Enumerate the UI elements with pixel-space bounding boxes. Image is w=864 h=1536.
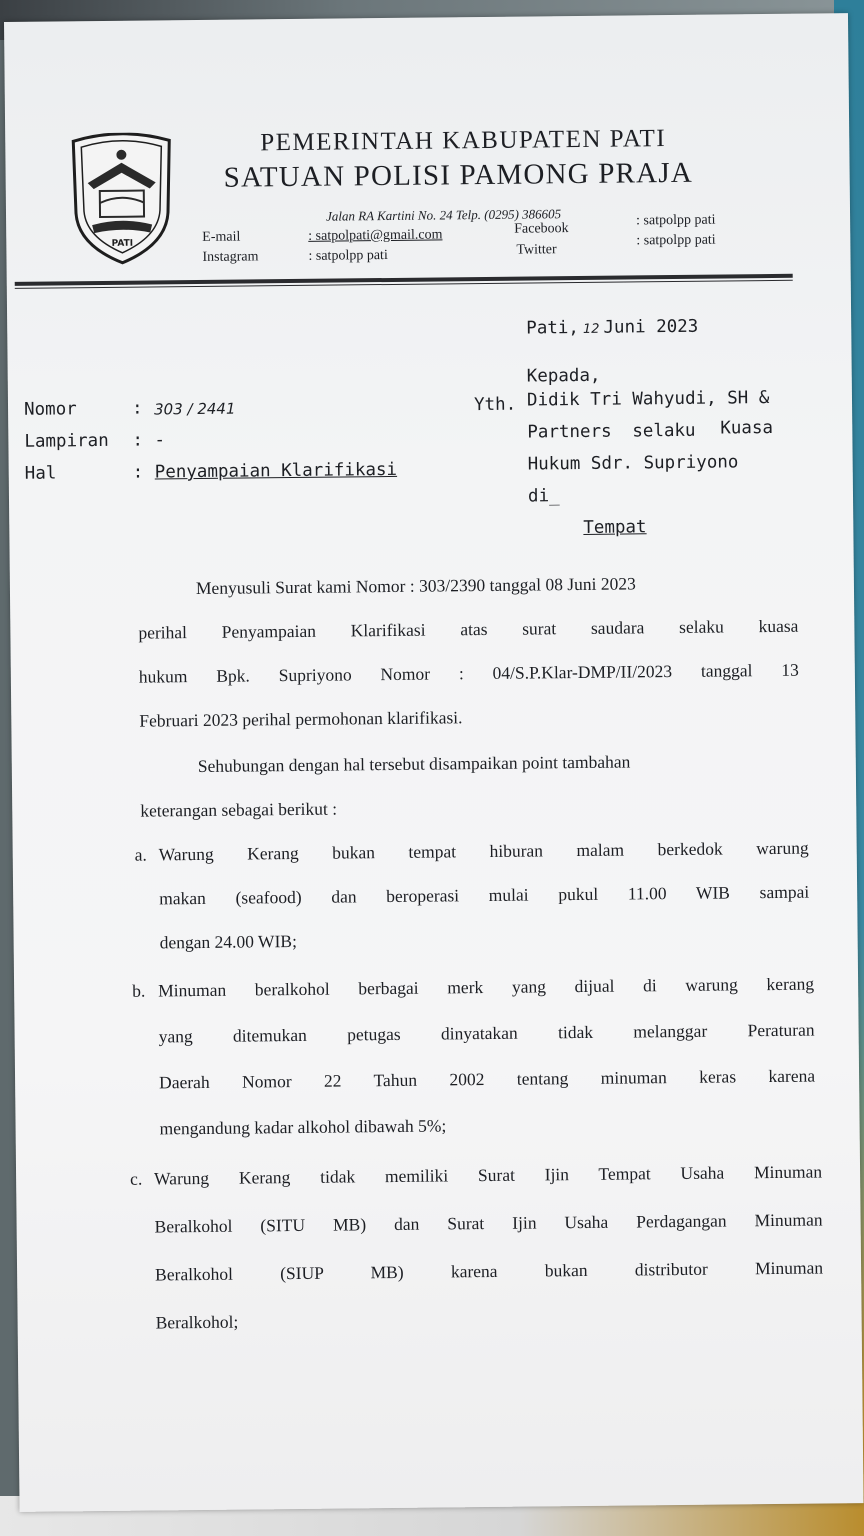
nomor-label: Nomor (23, 399, 77, 420)
item-a-line-1: Warung Kerang bukan tempat hiburan malam berkedok warung (158, 837, 809, 865)
item-b-line-2: yang ditemukan petugas dinyatakan tidak melanggar Peraturan (158, 1019, 815, 1047)
twitter-label: Twitter (516, 242, 557, 258)
item-a-marker: a. (134, 844, 147, 865)
date-line (526, 317, 698, 339)
nomor-value: 303 / 2441 (153, 399, 236, 419)
paragraph-1-line-2: perihal Penyampaian Klarifikasi atas surat saudara selaku kuasa (138, 615, 799, 643)
date-rest: Juni 2023 (603, 316, 699, 338)
email-value: : satpolpati@gmail.com (308, 227, 443, 244)
letterhead-title-2: SATUAN POLISI PAMONG PRAJA (223, 156, 694, 194)
recipient-line-3: Hukum Sdr. Supriyono (527, 452, 739, 475)
recipient-line-2b: selaku (632, 420, 696, 442)
recipient-tempat: Tempat (583, 517, 647, 538)
lampiran-label: Lampiran (24, 430, 109, 452)
instagram-value: : satpolpp pati (308, 247, 388, 264)
item-c-line-4: Beralkohol; (155, 1311, 239, 1333)
item-a-line-3: dengan 24.00 WIB; (159, 930, 297, 953)
facebook-label: Facebook (514, 221, 569, 237)
hal-value: Penyampaian Klarifikasi (154, 459, 398, 483)
item-b-line-1: Minuman beralkohol berbagai merk yang dijual di warung kerang (158, 973, 815, 1001)
lampiran-colon: : (132, 430, 144, 451)
paragraph-2-line-2: keterangan sebagai berikut : (140, 798, 338, 821)
hal-colon: : (132, 462, 144, 483)
twitter-value: : satpolpp pati (636, 232, 716, 249)
item-b-line-3: Daerah Nomor 22 Tahun 2002 tentang minuman keras karena (159, 1065, 816, 1093)
recipient-line-1: Didik Tri Wahyudi, SH & (526, 388, 770, 411)
instagram-label: Instagram (202, 249, 259, 265)
pati-regency-logo (69, 132, 174, 265)
lampiran-value: - (154, 430, 166, 451)
paragraph-1-line-3: hukum Bpk. Supriyono Nomor : 04/S.P.Klar-DMP/II/2023 tanggal 13 (138, 659, 799, 687)
paragraph-1-line-1: Menyusuli Surat kami Nomor : 303/2390 tanggal 08 Juni 2023 (195, 573, 636, 599)
item-c-line-2: Beralkohol (SITU MB) dan Surat Ijin Usaha Perdagangan Minuman (154, 1209, 823, 1237)
svg-text:PATI: PATI (111, 238, 134, 249)
item-c-marker: c. (130, 1168, 143, 1189)
recipient-kepada: Kepada, (526, 365, 601, 387)
facebook-value: : satpolpp pati (636, 212, 716, 229)
hal-label: Hal (24, 463, 57, 484)
item-c-line-1: Warung Kerang tidak memiliki Surat Ijin Tempat Usaha Minuman (154, 1161, 823, 1189)
date-handwritten-day: 12 (582, 321, 600, 337)
letter-page (4, 13, 864, 1512)
recipient-line-4: di_ (527, 486, 560, 507)
item-c-line-3: Beralkohol (SIUP MB) karena bukan distributor Minuman (155, 1257, 824, 1285)
letterhead-title-1: PEMERINTAH KABUPATEN PATI (260, 125, 667, 157)
email-label: E-mail (202, 229, 241, 245)
date-prefix: Pati, (526, 317, 580, 339)
recipient-yth: Yth. (473, 394, 517, 416)
paragraph-1-line-4: Februari 2023 perihal permohonan klarifikasi. (139, 707, 463, 731)
item-b-marker: b. (132, 980, 146, 1001)
paragraph-2-line-1: Sehubungan dengan hal tersebut disampaikan point tambahan (197, 751, 631, 777)
item-a-line-2: makan (seafood) dan beroperasi mulai pukul 11.00 WIB sampai (159, 881, 810, 909)
item-b-line-4: mengandung kadar alkohol dibawah 5%; (159, 1115, 447, 1139)
recipient-line-2a: Partners (527, 421, 612, 443)
recipient-line-2c: Kuasa (720, 417, 774, 439)
letterhead-address: Jalan RA Kartini No. 24 Telp. (0295) 386605 (325, 206, 562, 224)
nomor-colon: : (131, 398, 143, 419)
